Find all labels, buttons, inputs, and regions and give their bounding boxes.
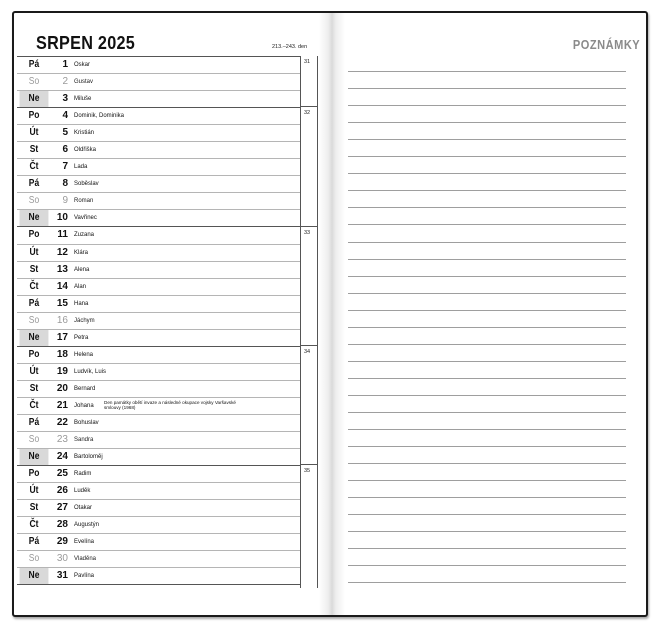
day-list	[17, 56, 300, 585]
note-line	[348, 243, 626, 260]
name-day: Luděk	[74, 488, 91, 495]
day-row	[17, 330, 300, 347]
name-day: Dominik, Dominika	[74, 113, 125, 120]
day-row	[17, 398, 300, 415]
day-of-week: So	[28, 434, 40, 446]
day-row	[17, 176, 300, 193]
day-row	[17, 142, 300, 159]
week-separator	[301, 106, 317, 107]
day-number: 7	[62, 161, 68, 173]
name-day: Otakar	[74, 505, 93, 512]
day-of-week: So	[28, 314, 40, 326]
notes-page	[332, 13, 646, 615]
name-day: Lada	[74, 164, 88, 171]
day-of-week: Ne	[20, 449, 49, 465]
day-number: 15	[56, 297, 68, 309]
day-number: 30	[56, 553, 68, 565]
name-day: Pavlína	[74, 573, 95, 580]
note-line	[348, 328, 626, 345]
name-day: Evelína	[74, 539, 95, 546]
week-separator	[301, 226, 317, 227]
note-line	[348, 123, 626, 140]
day-number: 3	[62, 93, 68, 105]
day-row	[17, 91, 300, 108]
day-row	[17, 466, 300, 483]
name-day: Johana	[74, 402, 94, 409]
day-number: 22	[56, 416, 68, 428]
day-of-week: So	[28, 553, 40, 565]
day-number: 1	[62, 59, 68, 70]
name-day: Hana	[74, 300, 89, 307]
day-row	[17, 245, 300, 262]
name-day: Vladěna	[74, 556, 97, 563]
day-number: 12	[56, 246, 68, 258]
name-day: Roman	[74, 198, 94, 205]
day-number: 31	[56, 570, 68, 582]
week-separator	[301, 345, 317, 346]
name-day: Bartoloměj	[74, 454, 103, 461]
name-day: Vavřinec	[74, 215, 97, 222]
day-of-week: Ne	[20, 568, 49, 584]
name-day: Augustýn	[74, 522, 100, 529]
day-row	[17, 500, 300, 517]
name-day: Ludvík, Luis	[74, 368, 107, 375]
day-number: 23	[56, 434, 68, 446]
week-number: 32	[304, 110, 311, 117]
note-line	[348, 549, 626, 566]
day-of-week: Pá	[28, 416, 40, 428]
name-day: Gustav	[74, 79, 94, 86]
note-line	[348, 208, 626, 225]
day-of-week: Út	[29, 246, 39, 258]
name-day: Zuzana	[74, 232, 95, 239]
day-row	[17, 262, 300, 279]
day-row	[17, 125, 300, 142]
day-number: 25	[56, 468, 68, 480]
notes-title: POZNÁMKY	[572, 37, 640, 52]
week-number: 34	[304, 349, 311, 356]
day-number: 14	[56, 280, 68, 292]
name-day: Oskar	[74, 62, 91, 68]
day-number: 9	[62, 195, 68, 207]
day-number: 17	[56, 331, 68, 343]
week-number: 35	[304, 468, 311, 475]
note-line	[348, 157, 626, 174]
note-line	[348, 515, 626, 532]
day-row	[17, 74, 300, 91]
notes-lines	[348, 55, 626, 583]
month-title: SRPEN 2025	[36, 33, 136, 53]
note-line	[348, 260, 626, 277]
name-day: Radim	[74, 471, 92, 478]
note-line	[348, 345, 626, 362]
day-of-week: So	[28, 195, 40, 207]
day-of-week: Út	[29, 127, 39, 139]
name-day: Sandra	[74, 437, 94, 444]
day-number: 24	[56, 451, 68, 463]
day-row	[17, 279, 300, 296]
note-line	[348, 566, 626, 583]
day-row	[17, 347, 300, 364]
name-day: Klára	[74, 249, 89, 256]
day-row	[17, 517, 300, 534]
note-line	[348, 396, 626, 413]
name-day: Oldřiška	[74, 147, 97, 154]
day-of-week: Čt	[29, 519, 39, 531]
note-line	[348, 277, 626, 294]
week-separator	[301, 464, 317, 465]
note-line	[348, 379, 626, 396]
day-row	[17, 159, 300, 176]
name-day: Bernard	[74, 385, 96, 392]
day-row	[17, 364, 300, 381]
note-line	[348, 174, 626, 191]
note-line	[348, 225, 626, 242]
day-number: 10	[56, 212, 68, 224]
note-line	[348, 55, 626, 72]
day-of-week: So	[28, 76, 40, 88]
note-line	[348, 191, 626, 208]
day-number: 27	[56, 502, 68, 514]
day-of-week: Út	[29, 485, 39, 497]
day-of-week: Po	[28, 468, 40, 480]
day-row	[17, 551, 300, 568]
name-day: Alan	[74, 283, 87, 290]
day-row	[17, 313, 300, 330]
day-number: 28	[56, 519, 68, 531]
name-day: Jáchym	[74, 317, 95, 324]
day-of-week: Ne	[20, 91, 49, 107]
day-row	[17, 568, 300, 585]
note-line	[348, 464, 626, 481]
day-number: 4	[62, 110, 68, 122]
day-number: 8	[62, 178, 68, 190]
note-line	[348, 140, 626, 157]
day-of-week: St	[29, 382, 39, 394]
name-day: Soběslav	[74, 181, 99, 188]
note-line	[348, 447, 626, 464]
day-of-week: Čt	[29, 280, 39, 292]
day-number: 6	[62, 144, 68, 156]
day-number: 13	[56, 263, 68, 275]
day-number: 2	[62, 76, 68, 88]
day-of-week: St	[29, 144, 39, 156]
note-line	[348, 498, 626, 515]
day-row	[17, 381, 300, 398]
day-row	[17, 415, 300, 432]
name-day: Miluše	[74, 96, 92, 103]
holiday-note: Den památky obětí invaze a následné okupace vojsky Varšavské smlouvy (1968)	[104, 399, 236, 411]
note-line	[348, 413, 626, 430]
week-number-column	[300, 56, 318, 588]
day-of-week: Pá	[28, 178, 40, 190]
day-row	[17, 193, 300, 210]
day-number: 26	[56, 485, 68, 497]
day-of-week: Pá	[28, 59, 40, 70]
note-line	[348, 362, 626, 379]
day-row	[17, 210, 300, 227]
name-day: Kristián	[74, 130, 95, 137]
day-row	[17, 483, 300, 500]
day-number: 18	[56, 348, 68, 360]
day-of-week: Ne	[20, 210, 49, 226]
calendar-page	[14, 13, 329, 615]
note-line	[348, 311, 626, 328]
day-row	[17, 57, 300, 74]
day-row	[17, 432, 300, 449]
day-of-week: Čt	[29, 399, 39, 411]
day-row	[17, 227, 300, 244]
note-line	[348, 72, 626, 89]
day-number: 5	[62, 127, 68, 139]
week-number: 31	[304, 59, 311, 65]
note-line	[348, 294, 626, 311]
day-of-week: Út	[29, 365, 39, 377]
day-of-week: Čt	[29, 161, 39, 173]
note-line	[348, 430, 626, 447]
day-of-week: Ne	[20, 330, 49, 346]
day-of-week: Pá	[28, 297, 40, 309]
day-number: 16	[56, 314, 68, 326]
day-row	[17, 449, 300, 466]
day-of-week: Po	[28, 348, 40, 360]
week-number: 33	[304, 229, 311, 236]
day-range-label: 213.–243. den	[272, 44, 308, 50]
day-row	[17, 296, 300, 313]
note-line	[348, 532, 626, 549]
note-line	[348, 89, 626, 106]
note-line	[348, 481, 626, 498]
day-of-week: Pá	[28, 536, 40, 548]
day-of-week: Po	[28, 110, 40, 122]
name-day: Helena	[74, 351, 94, 358]
name-day: Alena	[74, 266, 90, 273]
day-of-week: St	[29, 502, 39, 514]
day-number: 29	[56, 536, 68, 548]
planner-spread	[12, 11, 648, 617]
note-line	[348, 106, 626, 123]
day-of-week: St	[29, 263, 39, 275]
name-day: Bohuslav	[74, 419, 99, 426]
day-row	[17, 108, 300, 125]
day-row	[17, 534, 300, 551]
day-number: 11	[57, 229, 68, 241]
day-number: 21	[56, 399, 68, 411]
day-number: 20	[56, 382, 68, 394]
name-day: Petra	[74, 334, 89, 341]
day-number: 19	[56, 365, 68, 377]
day-of-week: Po	[28, 229, 40, 241]
